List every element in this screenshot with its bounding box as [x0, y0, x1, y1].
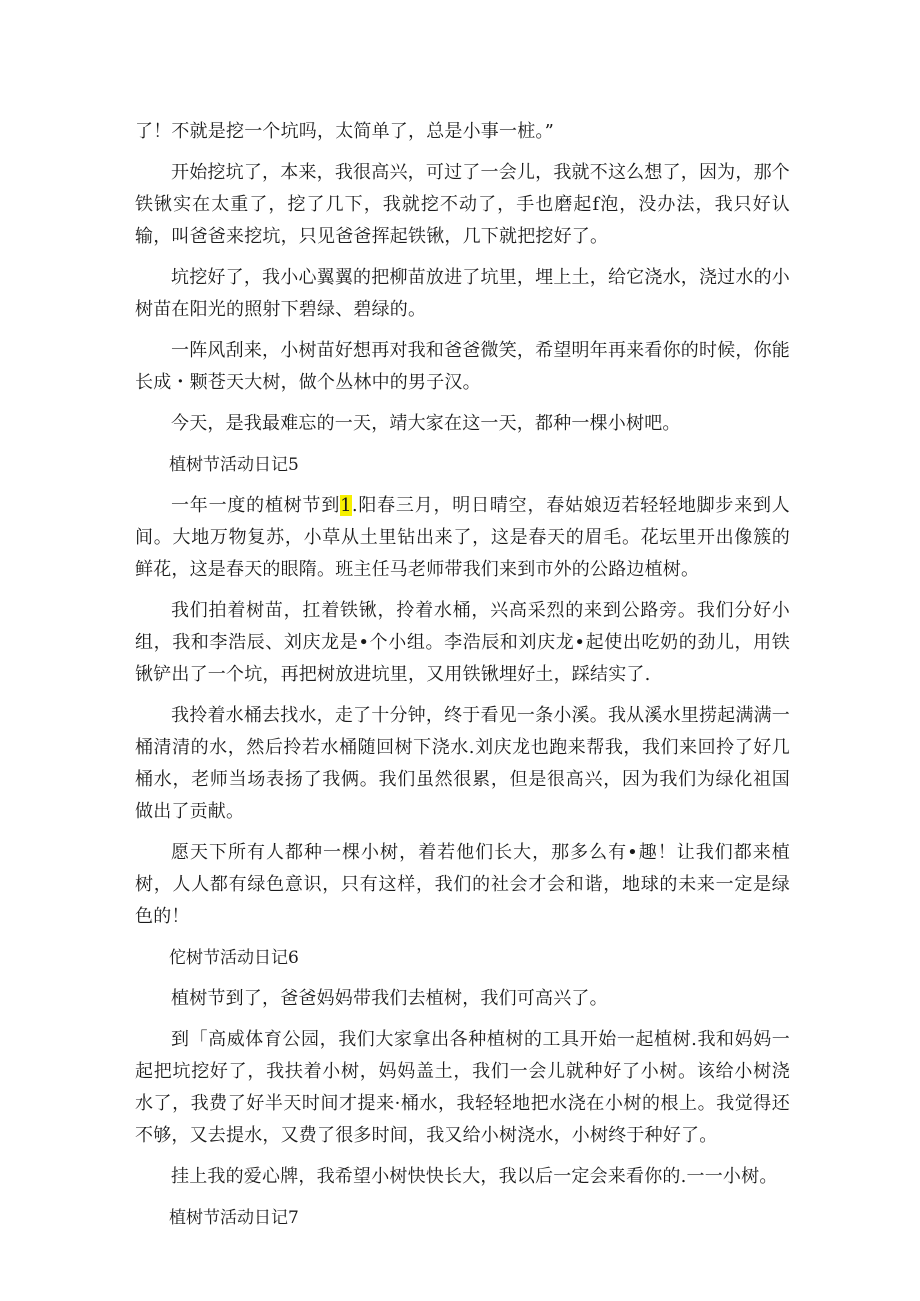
document-body [135, 116, 790, 1243]
paragraph-with-highlight [135, 490, 790, 586]
paragraph: 一阵风刮来，小树苗好想再对我和爸爸微笑，希望明年再来看你的时候，你能长成・颗苍天大树，做个丛林中的男子汉。 [135, 340, 790, 393]
paragraph: 今天，是我最难忘的一天，靖大家在这一天，都种一棵小树吧。 [171, 413, 681, 434]
paragraph-text: 一年一度的植树节到 [171, 495, 341, 516]
paragraph: 植树节到了，爸爸妈妈带我们去植树，我们可高兴了。 [171, 988, 608, 1009]
section-heading: 植树节活动日记5 [169, 455, 299, 475]
paragraph: 到「高威体育公园，我们大家拿出各种植树的工具开始一起植树.我和妈妈一起把坑挖好了，我扶着小树，妈妈盖土，我们一会儿就种好了小树。该给小树浇水了，我费了好半天时间才提来·桶水，我轻轻地把水浇在小树的根上。我觉得还不够，又去提水，又费了很多时间，我又给小树浇水，小树终于种好了。 [135, 1029, 790, 1146]
paragraph-text: .阳春三月，明日晴空，春姑娘迈若轻轻地脚步来到人间。大地万物复苏，小草从土里钻出来了，这是春天的眉毛。花坛里开出像簇的鲜花，这是春天的眼隋。班主任马老师带我们来到市外的公路边植树。 [135, 495, 790, 580]
paragraph: 我们拍着树苗，扛着铁锹，拎着水桶，兴高采烈的来到公路旁。我们分好小组，我和李浩辰、刘庆龙是•个小组。李浩辰和刘庆龙•起使出吃奶的劲儿，用铁锹铲出了一个坑，再把树放进坑里，又用铁锹埋好土，踩结实了. [135, 600, 790, 685]
paragraph: 愿天下所有人都种一棵小树，着若他们长大，那多么有•趣！让我们都来植树，人人都有绿色意识，只有这样，我们的社会才会和谐，地球的未来一定是绿色的！ [135, 842, 790, 927]
highlighted-text: 1 [340, 495, 352, 516]
paragraph: 挂上我的爱心牌，我希望小树快快长大，我以后一定会来看你的.一一小树。 [171, 1166, 778, 1187]
paragraph: 我拎着水桶去找水，走了十分钟，终于看见一条小溪。我从溪水里捞起满满一桶清清的水，然后拎若水桶随回树下浇水.刘庆龙也跑来帮我，我们来回拎了好几桶水，老师当场表扬了我俩。我们虽然很累，但是很高兴，因为我们为绿化祖国做出了贡献。 [135, 705, 790, 822]
paragraph: 开始挖坑了，本来，我很高兴，可过了一会儿，我就不这么想了，因为，那个铁锹实在太重了，挖了几下，我就挖不动了，手也磨起f泡，没办法，我只好认输，叫爸爸来挖坑，只见爸爸挥起铁锹，几下就把挖好了。 [135, 162, 790, 247]
paragraph: 了！不就是挖一个坑吗，太简单了，总是小事一桩。” [135, 121, 554, 142]
section-heading: 佗树节活动日记6 [169, 948, 299, 968]
paragraph: 坑挖好了，我小心翼翼的把柳苗放进了坑里，埋上土，给它浇水，浇过水的小树苗在阳光的照射下碧绿、碧绿的。 [135, 267, 790, 320]
section-heading: 植树节活动日记7 [169, 1208, 299, 1228]
